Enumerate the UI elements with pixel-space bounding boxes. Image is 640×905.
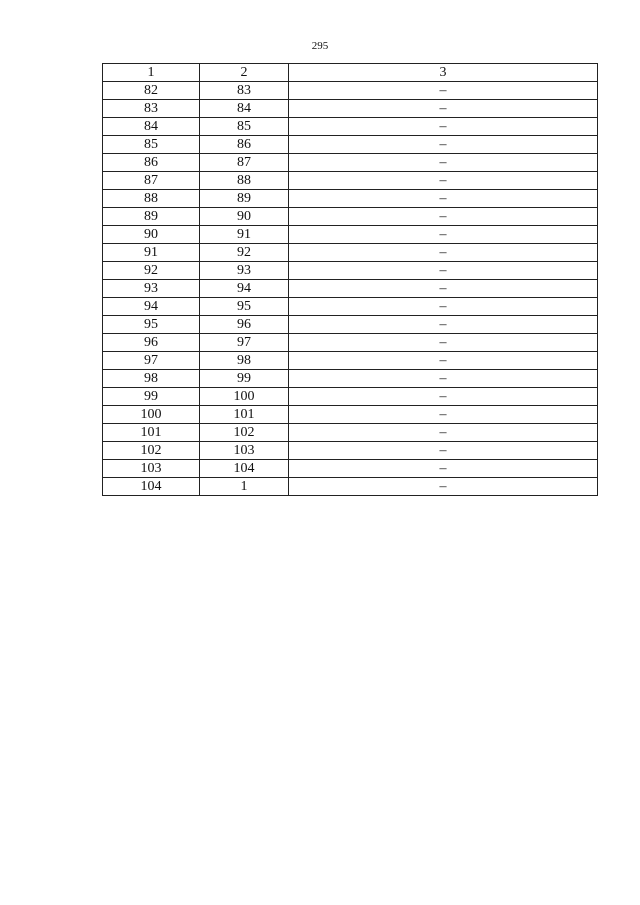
table-row xyxy=(103,100,598,118)
table-cell: 87 xyxy=(200,154,289,172)
table-cell: 97 xyxy=(103,352,200,370)
table-cell: 88 xyxy=(103,190,200,208)
table-cell: 103 xyxy=(103,460,200,478)
table-row xyxy=(103,388,598,406)
table-cell: – xyxy=(289,82,598,100)
table-cell: 92 xyxy=(200,244,289,262)
table-cell: 91 xyxy=(200,226,289,244)
table-cell: 100 xyxy=(200,388,289,406)
table-row xyxy=(103,442,598,460)
table-row xyxy=(103,190,598,208)
table-cell: – xyxy=(289,226,598,244)
table-cell: 87 xyxy=(103,172,200,190)
table-row xyxy=(103,316,598,334)
table-cell: 1 xyxy=(200,478,289,496)
table-row xyxy=(103,208,598,226)
table-cell: 101 xyxy=(200,406,289,424)
table-cell: 96 xyxy=(103,334,200,352)
table-cell: 104 xyxy=(200,460,289,478)
table-cell: – xyxy=(289,424,598,442)
table-cell: 84 xyxy=(103,118,200,136)
table-cell: – xyxy=(289,298,598,316)
table-cell: – xyxy=(289,460,598,478)
table-cell: – xyxy=(289,370,598,388)
table-cell: 93 xyxy=(103,280,200,298)
table-cell: 90 xyxy=(200,208,289,226)
table-cell: 95 xyxy=(200,298,289,316)
table-header-row xyxy=(103,64,598,82)
table-row xyxy=(103,280,598,298)
table-row xyxy=(103,478,598,496)
table-cell: 101 xyxy=(103,424,200,442)
table-cell: – xyxy=(289,280,598,298)
table-row xyxy=(103,154,598,172)
table-cell: 84 xyxy=(200,100,289,118)
table-cell: 89 xyxy=(103,208,200,226)
table-cell: – xyxy=(289,352,598,370)
table-cell: – xyxy=(289,442,598,460)
table-cell: – xyxy=(289,154,598,172)
table-row xyxy=(103,334,598,352)
table-cell: 90 xyxy=(103,226,200,244)
page-number: 295 xyxy=(311,40,329,52)
table-row xyxy=(103,424,598,442)
table-cell: – xyxy=(289,136,598,154)
table-cell: 96 xyxy=(200,316,289,334)
table-cell: – xyxy=(289,388,598,406)
table-row xyxy=(103,244,598,262)
table-cell: 93 xyxy=(200,262,289,280)
table-cell: – xyxy=(289,406,598,424)
table-row xyxy=(103,136,598,154)
table-row xyxy=(103,172,598,190)
table-body xyxy=(103,82,598,496)
table-cell: – xyxy=(289,172,598,190)
table-cell: 86 xyxy=(200,136,289,154)
table-cell: 98 xyxy=(200,352,289,370)
table-cell: – xyxy=(289,316,598,334)
table-cell: 83 xyxy=(200,82,289,100)
table-row xyxy=(103,406,598,424)
table-cell: 99 xyxy=(103,388,200,406)
table-row xyxy=(103,370,598,388)
table-cell: 95 xyxy=(103,316,200,334)
table-row xyxy=(103,352,598,370)
table-cell: 99 xyxy=(200,370,289,388)
table-cell: – xyxy=(289,190,598,208)
table-cell: – xyxy=(289,244,598,262)
table-cell: – xyxy=(289,118,598,136)
table-cell: – xyxy=(289,478,598,496)
data-table xyxy=(102,63,598,496)
table-cell: 91 xyxy=(103,244,200,262)
table-cell: 94 xyxy=(200,280,289,298)
column-header-1: 1 xyxy=(103,64,200,82)
table-row xyxy=(103,298,598,316)
table-cell: 86 xyxy=(103,154,200,172)
table-cell: 85 xyxy=(200,118,289,136)
table-cell: 102 xyxy=(200,424,289,442)
table-cell: – xyxy=(289,100,598,118)
table-cell: 85 xyxy=(103,136,200,154)
table-cell: – xyxy=(289,262,598,280)
table-cell: 89 xyxy=(200,190,289,208)
table-cell: 98 xyxy=(103,370,200,388)
table-row xyxy=(103,82,598,100)
table-row xyxy=(103,118,598,136)
table-cell: 88 xyxy=(200,172,289,190)
table-cell: 100 xyxy=(103,406,200,424)
table-cell: 104 xyxy=(103,478,200,496)
table-cell: – xyxy=(289,334,598,352)
table-cell: 103 xyxy=(200,442,289,460)
table-row xyxy=(103,262,598,280)
column-header-3: 3 xyxy=(289,64,598,82)
table-cell: 82 xyxy=(103,82,200,100)
table-cell: 94 xyxy=(103,298,200,316)
table-row xyxy=(103,226,598,244)
table-cell: 97 xyxy=(200,334,289,352)
table-cell: 102 xyxy=(103,442,200,460)
table-cell: 83 xyxy=(103,100,200,118)
table-cell: 92 xyxy=(103,262,200,280)
table-row xyxy=(103,460,598,478)
column-header-2: 2 xyxy=(200,64,289,82)
table-cell: – xyxy=(289,208,598,226)
